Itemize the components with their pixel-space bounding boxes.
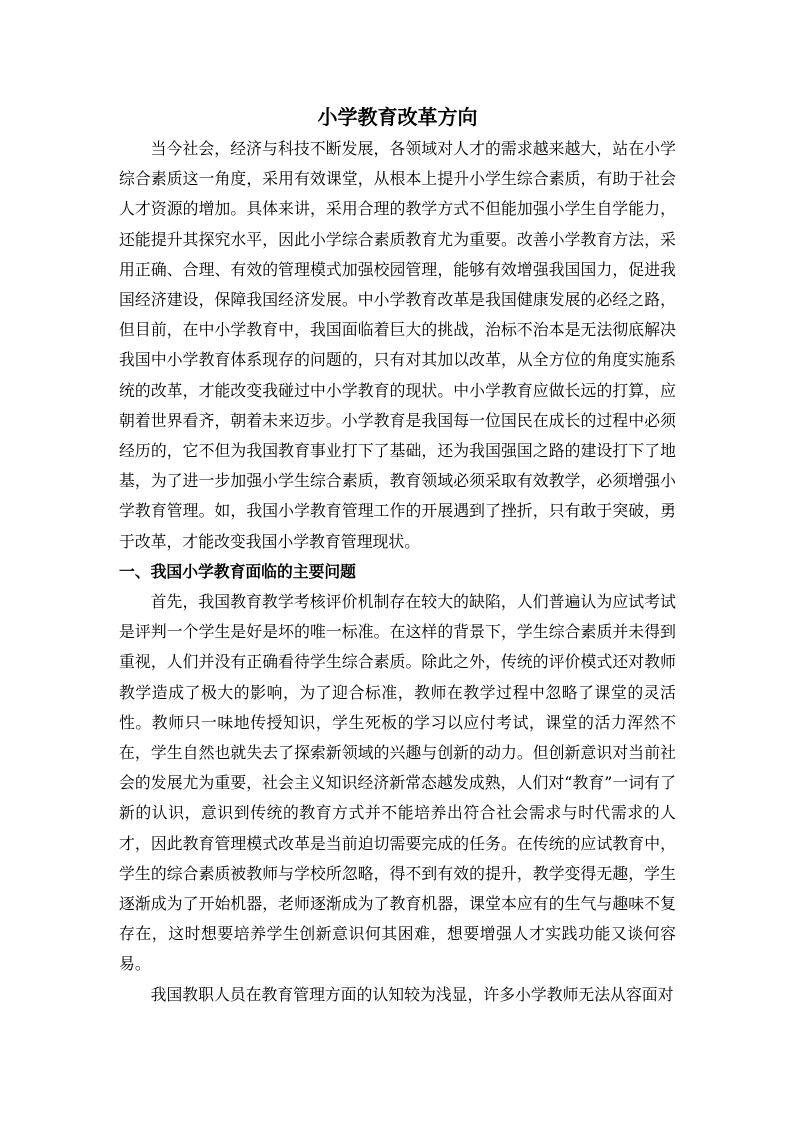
section-paragraph-2: 我国教职人员在教育管理方面的认知较为浅显，许多小学教师无法从容面对 bbox=[150, 984, 674, 1004]
document-body bbox=[119, 100, 676, 1010]
document-title: 小学教育改革方向 bbox=[317, 105, 478, 129]
intro-paragraph: 当今社会，经济与科技不断发展，各领域对人才的需求越来越大，站在小学综合素质这一角度，采用有效课堂，从根本上提升小学生综合素质，有助于社会人才资源的增加。具体来讲，采用合理的教学方式不但能加强小学生自学能力，还能提升其探究水平，因此小学综合素质教育尤为重要。改善小学教育方法，采用正确、合理、有效的管理模式加强校园管理，能够有效增强我国国力，促进我国经济建设，保障我国经济发展。中小学教育改革是我国健康发展的必经之路，但目前，在中小学教育中，我国面临着巨大的挑战，治标不治本是无法彻底解决我国中小学教育体系现存的问题的，只有对其加以改革，从全方位的角度实施系统的改革，才能改变我碰过中小学教育的现状。中小学教育应做长远的打算，应朝着世界看齐，朝着未来迈步。小学教育是我国每一位国民在成长的过程中必须经历的，它不但为我国教育事业打下了基础，还为我国强国之路的建设打下了地基，为了进一步加强小学生综合素质，教育领域必须采取有效教学，必须增强小学教育管理。如，我国小学教育管理工作的开展遇到了挫折，只有敢于突破，勇于改革，才能改变我国小学教育管理现状。 bbox=[119, 139, 676, 551]
section-heading: 一、我国小学教育面临的主要问题 bbox=[119, 561, 356, 581]
section-paragraph-1: 首先，我国教育教学考核评价机制存在较大的缺陷，人们普遍认为应试考试是评判一个学生是好是坏的唯一标准。在这样的背景下，学生综合素质并未得到重视，人们并没有正确看待学生综合素质。除此之外，传统的评价模式还对教师教学造成了极大的影响，为了迎合标准，教师在教学过程中忽略了课堂的灵活性。教师只一味地传授知识，学生死板的学习以应付考试，课堂的活力浑然不在，学生自然也就失去了探索新领域的兴趣与创新的动力。但创新意识对当前社会的发展尤为重要，社会主义知识经济新常态越发成熟，人们对“教育”一词有了新的认识，意识到传统的教育方式并不能培养出符合社会需求与时代需求的人才，因此教育管理模式改革是当前迫切需要完成的任务。在传统的应试教育中，学生的综合素质被教师与学校所忽略，得不到有效的提升，教学变得无趣，学生逐渐成为了开始机器，老师逐渐成为了教育机器，课堂本应有的生气与趣味不复存在，这时想要培养学生创新意识何其困难，想要增强人才实践功能又谈何容易。 bbox=[119, 592, 676, 974]
